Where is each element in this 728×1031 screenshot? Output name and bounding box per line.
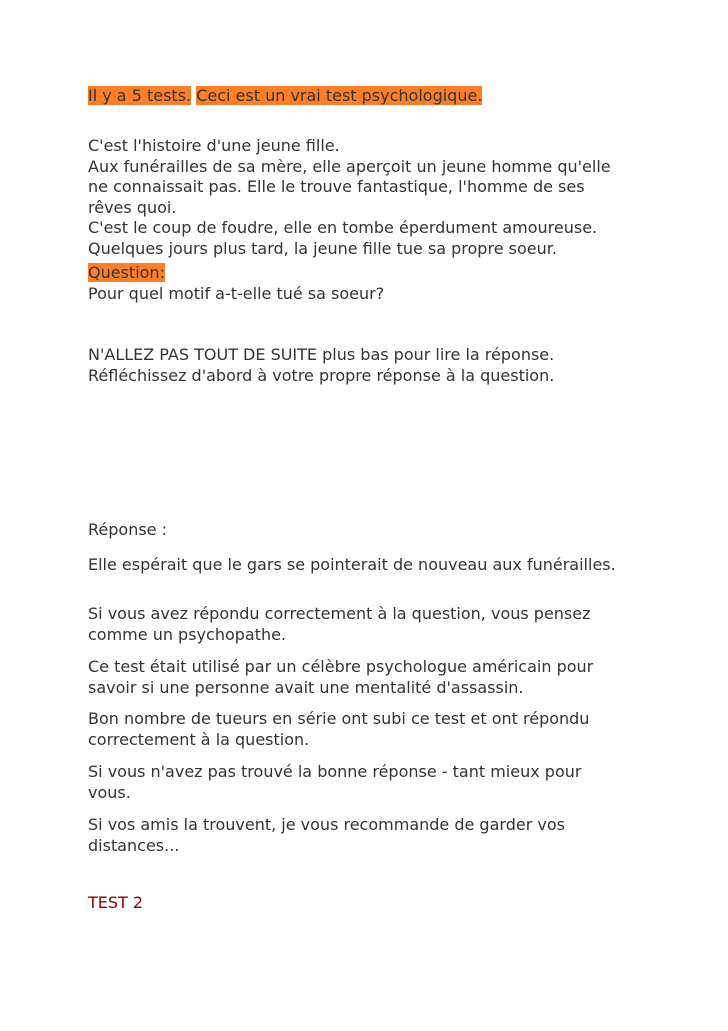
story-paragraph (88, 136, 668, 259)
story-line: Aux funérailles de sa mère, elle aperçoit un jeune homme qu'elle (88, 156, 611, 176)
explanation-paragraph: Si vos amis la trouvent, je vous recommande de garder vos distances... (88, 815, 565, 855)
question-block (88, 263, 668, 304)
story-line: C'est le coup de foudre, elle en tombe éperdument amoureuse. (88, 218, 598, 237)
explanation-paragraph: Ce test était utilisé par un célèbre psychologue américain pour savoir si une personne avait une mentalité d'assassin. (88, 657, 594, 697)
story-line: Quelques jours plus tard, la jeune fille tue sa propre soeur. (88, 238, 557, 258)
warning-paragraph (88, 345, 668, 386)
intro-highlight-psych: Ceci est un vrai test psychologique. (196, 86, 483, 105)
intro-highlight-tests: Il y a 5 tests. (88, 86, 192, 105)
test-2-heading: TEST 2 (88, 893, 144, 912)
story-line: C'est l'histoire d'une jeune fille. (88, 136, 340, 155)
document-page (88, 0, 688, 1031)
story-line: ne connaissait pas. Elle le trouve fantastique, l'homme de ses (88, 177, 585, 196)
explanation-paragraph: Si vous avez répondu correctement à la question, vous pensez comme un psychopathe. (88, 604, 591, 644)
explanation-paragraph: Bon nombre de tueurs en série ont subi ce test et ont répondu correctement à la question. (88, 709, 590, 749)
warning-line: Réfléchissez d'abord à votre propre réponse à la question. (88, 365, 555, 385)
warning-line: N'ALLEZ PAS TOUT DE SUITE plus bas pour lire la réponse. (88, 345, 555, 364)
question-label: Question: (88, 263, 165, 282)
question-text: Pour quel motif a-t-elle tué sa soeur? (88, 283, 385, 303)
story-line: rêves quoi. (88, 197, 177, 217)
answer-label: Réponse : (88, 520, 167, 539)
intro-paragraph (88, 86, 668, 107)
explanation-paragraph: Si vous n'avez pas trouvé la bonne réponse - tant mieux pour vous. (88, 762, 582, 802)
answer-text: Elle espérait que le gars se pointerait de nouveau aux funérailles. (88, 555, 616, 574)
